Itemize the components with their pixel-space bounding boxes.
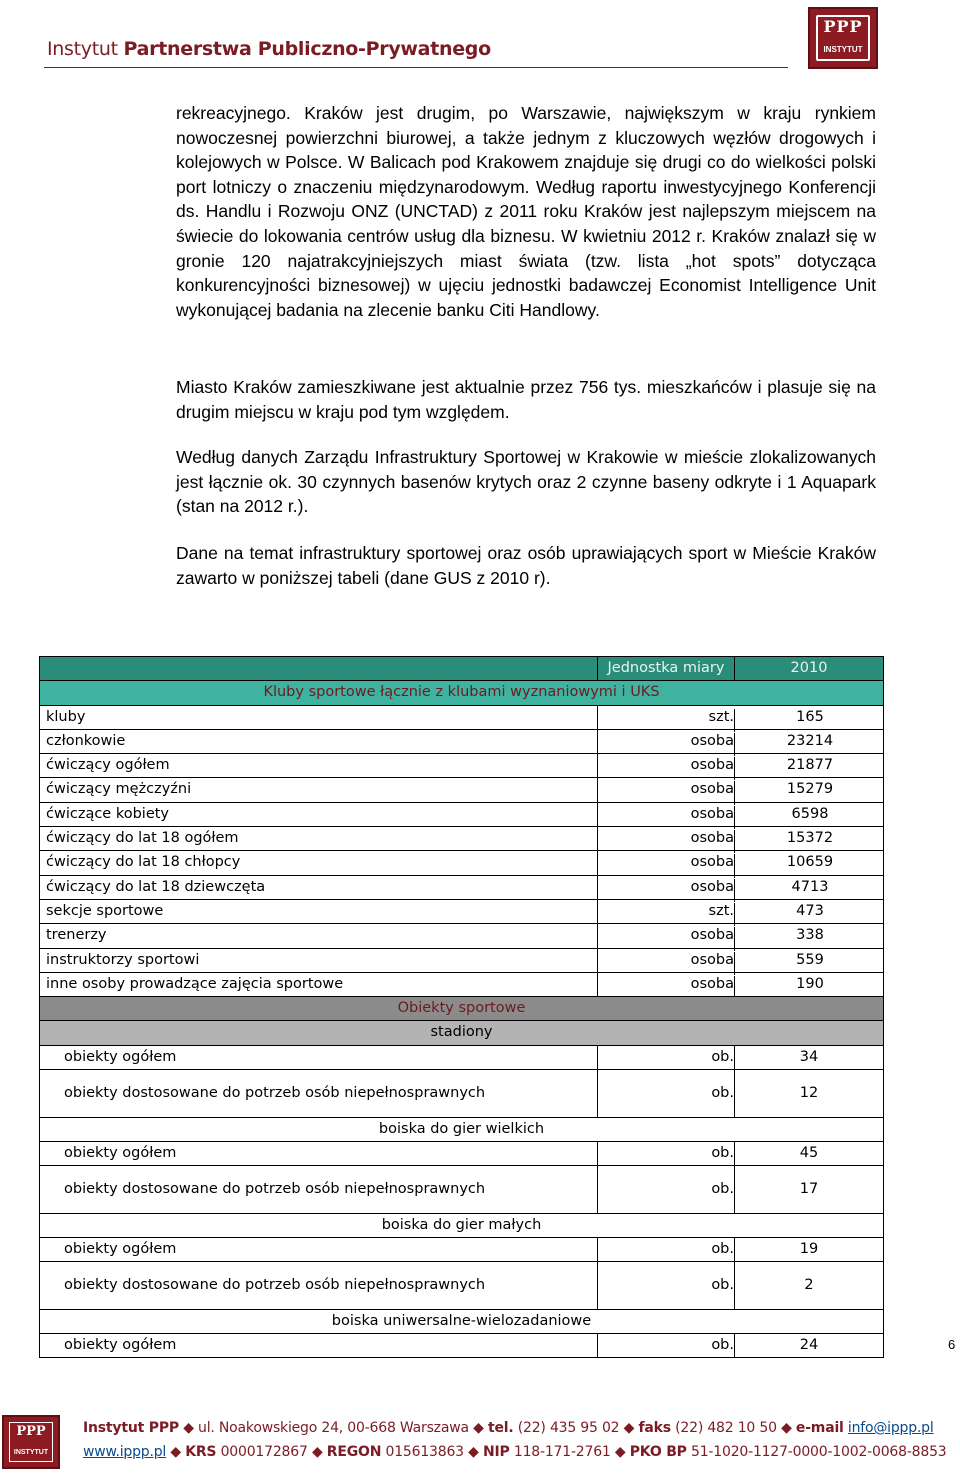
- separator-icon: ◆: [170, 1444, 181, 1460]
- row-label: inne osoby prowadzące zajęcia sportowe: [46, 975, 344, 992]
- footer-krs: 0000172867: [220, 1444, 308, 1460]
- sports-infrastructure-table: [39, 656, 884, 1358]
- row-unit: osoba: [690, 878, 734, 895]
- footer-bank-label: PKO BP: [629, 1444, 687, 1460]
- row-unit: osoba: [690, 781, 734, 798]
- row-unit: osoba: [690, 927, 734, 944]
- row-unit: ob.: [711, 1336, 734, 1353]
- separator-icon: ◆: [183, 1420, 194, 1436]
- footer-email-link[interactable]: info@ippp.pl: [847, 1420, 934, 1436]
- row-label: sekcje sportowe: [46, 902, 164, 919]
- table-row: [40, 876, 883, 900]
- row-value: 12: [799, 1084, 819, 1101]
- paragraph-krakow-economy: rekreacyjnego. Kraków jest drugim, po Warszawie, największym w kraju rynkiem nowoczesnej powierzchni biurowej, a także jednym z kluczowych węzłów drogowych i kolejowych w Polsce. W Balicach pod Krakowem znajduje się drugi co do wielkości polski port lotniczy o znaczeniu międzynarodowym. Według raportu inwestycyjnego Konferencji ds. Handlu i Rozwoju ONZ (UNCTAD) z 2011 roku Kraków jest najlepszym miejscem na świecie do lokowania centrów usług dla biznesu. W kwietniu 2012 r. Kraków znalazł się w gronie 120 najatrakcyjniejszych miast świata (tzw. lista „hot spots” dotycząca konkurencyjności biznesowej) w ujęciu jednostki badawczej Economist Intelligence Unit wykonującej badania na zlecenie banku Citi Handlowy.: [176, 103, 876, 320]
- paragraph-table-intro: Dane na temat infrastruktury sportowej oraz osób uprawiających sport w Mieście Kraków zawarto w poniższej tabeli (dane GUS z 2010 r).: [176, 543, 876, 588]
- table-row: [40, 949, 883, 973]
- footer-website-link[interactable]: www.ippp.pl: [83, 1444, 167, 1460]
- row-value: 15279: [734, 781, 885, 804]
- group-title: boiska do gier małych: [381, 1216, 542, 1233]
- footer-regon-label: REGON: [326, 1444, 382, 1460]
- group-header: [40, 1214, 883, 1238]
- table-row: [40, 827, 883, 851]
- separator-icon: ◆: [468, 1444, 479, 1460]
- paragraph-population: Miasto Kraków zamieszkiwane jest aktualnie przez 756 tys. mieszkańców i plasuje się na drugim miejscu w kraju pod tym względem.: [176, 377, 876, 422]
- footer-line-registration: [83, 1444, 947, 1460]
- group-header: [40, 1310, 883, 1334]
- row-unit: ob.: [711, 1084, 734, 1101]
- row-label: trenerzy: [46, 927, 107, 944]
- row-unit: osoba: [690, 951, 734, 968]
- group-header: [40, 1118, 883, 1142]
- row-unit: osoba: [690, 805, 734, 822]
- row-unit: osoba: [690, 854, 734, 871]
- footer-logo-text: PPP: [16, 1424, 46, 1439]
- col-header-unit: Jednostka miary: [607, 660, 725, 676]
- separator-icon: ◆: [473, 1420, 484, 1436]
- row-unit: ob.: [711, 1048, 734, 1065]
- row-value: 473: [734, 903, 885, 926]
- logo-subtext: INSTYTUT: [823, 45, 863, 54]
- table-row: [40, 1070, 883, 1118]
- paragraph-swimming-pools: Według danych Zarządu Infrastruktury Sportowej w Krakowie w mieście zlokalizowanych jest łącznie ok. 30 czynnych basenów krytych oraz 2 czynne baseny odkryte i 1 Aquapark (stan na 2012 r.).: [176, 447, 876, 517]
- table-frame: [39, 656, 884, 1358]
- row-unit: osoba: [690, 830, 734, 847]
- table-row: [40, 1166, 883, 1214]
- separator-icon: ◆: [781, 1420, 792, 1436]
- row-label: obiekty ogółem: [64, 1144, 177, 1161]
- row-value: 45: [799, 1144, 819, 1161]
- row-label: kluby: [46, 708, 86, 725]
- logo-text: PPP: [823, 17, 863, 36]
- table-row: [40, 1046, 883, 1070]
- row-unit: szt.: [708, 902, 734, 919]
- footer-logo: [2, 1415, 60, 1469]
- row-label: obiekty dostosowane do potrzeb osób niepełnosprawnych: [64, 1276, 486, 1293]
- table-row: [40, 706, 883, 730]
- row-unit: ob.: [711, 1180, 734, 1197]
- table-row: [40, 1334, 883, 1358]
- group-title: boiska do gier wielkich: [378, 1120, 545, 1137]
- row-label: ćwiczący do lat 18 chłopcy: [46, 854, 241, 871]
- row-value: 4713: [734, 879, 885, 902]
- row-label: obiekty dostosowane do potrzeb osób niepełnosprawnych: [64, 1180, 486, 1197]
- row-label: ćwiczące kobiety: [46, 805, 170, 822]
- row-unit: szt.: [708, 708, 734, 725]
- table-row: [40, 973, 883, 997]
- footer-logo-subtext: INSTYTUT: [13, 1449, 49, 1456]
- footer-krs-label: KRS: [185, 1444, 217, 1460]
- footer-bank-account: 51-1020-1127-0000-1002-0068-8853: [691, 1444, 947, 1460]
- row-unit: osoba: [690, 732, 734, 749]
- table-row: [40, 924, 883, 948]
- section-title-clubs: Kluby sportowe łącznie z klubami wyznaniowymi i UKS: [263, 684, 660, 701]
- row-value: 165: [734, 709, 885, 732]
- footer-nip: 118-171-2761: [513, 1444, 611, 1460]
- table-row: [40, 754, 883, 778]
- row-unit: ob.: [711, 1144, 734, 1161]
- row-label: członkowie: [46, 732, 126, 749]
- facility-groups: [40, 1021, 883, 1357]
- ppp-logo: [808, 7, 878, 69]
- footer-fax: (22) 482 10 50: [675, 1420, 777, 1436]
- row-unit: ob.: [711, 1276, 734, 1293]
- table-row: [40, 803, 883, 827]
- row-label: ćwiczący do lat 18 dziewczęta: [46, 878, 266, 895]
- table-row: [40, 851, 883, 875]
- header-title-bold: Partnerstwa Publiczno-Prywatnego: [123, 38, 491, 60]
- table-row: [40, 1238, 883, 1262]
- row-value: 17: [799, 1180, 819, 1197]
- footer-nip-label: NIP: [483, 1444, 510, 1460]
- row-value: 15372: [734, 830, 885, 853]
- table-row: [40, 730, 883, 754]
- footer-tel: (22) 435 95 02: [517, 1420, 620, 1436]
- row-value: 19: [799, 1240, 819, 1257]
- footer-tel-label: tel.: [487, 1420, 514, 1436]
- page-number: 6: [948, 1337, 956, 1352]
- header-divider: [44, 67, 788, 68]
- row-label: instruktorzy sportowi: [46, 951, 200, 968]
- row-value: 34: [799, 1048, 819, 1065]
- footer-fax-label: faks: [638, 1420, 671, 1436]
- row-value: 24: [799, 1336, 819, 1353]
- separator-icon: ◆: [614, 1444, 626, 1460]
- table-header-row: [40, 657, 883, 681]
- separator-icon: ◆: [311, 1444, 323, 1460]
- row-value: 6598: [734, 806, 885, 829]
- group-title: boiska uniwersalne-wielozadaniowe: [331, 1312, 592, 1329]
- footer-line-contact: [83, 1420, 934, 1436]
- separator-icon: ◆: [623, 1420, 635, 1436]
- section-title-facilities: Obiekty sportowe: [397, 1000, 526, 1017]
- row-unit: osoba: [690, 975, 734, 992]
- row-unit: osoba: [690, 757, 734, 774]
- group-header: [40, 1021, 883, 1045]
- row-label: ćwiczący ogółem: [46, 757, 170, 774]
- row-unit: ob.: [711, 1240, 734, 1257]
- col-divider: [734, 657, 735, 681]
- table-row: [40, 900, 883, 924]
- row-label: ćwiczący do lat 18 ogółem: [46, 830, 239, 847]
- col-header-year: 2010: [790, 660, 828, 676]
- row-label: obiekty ogółem: [64, 1048, 177, 1065]
- row-value: 10659: [734, 854, 885, 877]
- header-title-prefix: Instytut: [47, 38, 124, 60]
- footer-regon: 015613863: [385, 1444, 464, 1460]
- section-header-clubs: [40, 681, 883, 705]
- row-value: 23214: [734, 733, 885, 756]
- row-value: 338: [734, 927, 885, 950]
- page-header-title: [47, 38, 491, 60]
- row-value: 190: [734, 976, 885, 999]
- row-label: obiekty ogółem: [64, 1240, 177, 1257]
- row-value: 559: [734, 952, 885, 975]
- group-title: stadiony: [430, 1024, 493, 1041]
- footer-address: ul. Noakowskiego 24, 00-668 Warszawa: [198, 1420, 469, 1436]
- row-label: obiekty ogółem: [64, 1336, 177, 1353]
- footer-org-name: Instytut PPP: [83, 1420, 179, 1436]
- row-label: ćwiczący mężczyźni: [46, 781, 192, 798]
- row-value: 2: [804, 1276, 814, 1293]
- table-row: [40, 778, 883, 802]
- section-header-facilities: [40, 997, 883, 1021]
- table-row: [40, 1262, 883, 1310]
- table-row: [40, 1142, 883, 1166]
- clubs-rows: [40, 706, 883, 998]
- row-label: obiekty dostosowane do potrzeb osób niepełnosprawnych: [64, 1084, 486, 1101]
- row-value: 21877: [734, 757, 885, 780]
- footer-email-label: e-mail: [795, 1420, 844, 1436]
